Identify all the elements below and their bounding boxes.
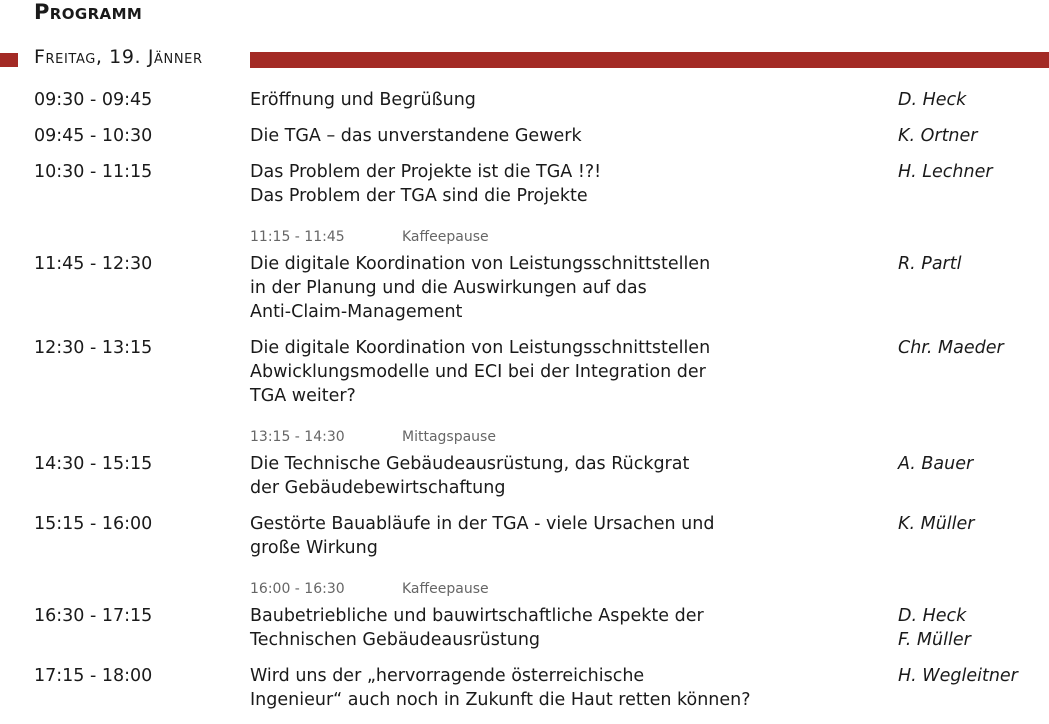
break-time: 13:15 - 14:30 [250, 429, 345, 445]
session-title [250, 604, 860, 652]
speaker-name: F. Müller [898, 630, 971, 650]
session-title [250, 512, 860, 560]
session-title-line: in der Planung und die Auswirkungen auf das [250, 278, 647, 298]
session-title-line: Gestörte Bauabläufe in der TGA - viele Ursachen und [250, 514, 715, 534]
speaker-name: A. Bauer [898, 454, 974, 474]
session-speaker [898, 160, 993, 184]
session-title-line: der Gebäudebewirtschaftung [250, 478, 506, 498]
day-header [0, 46, 1049, 72]
day-header-accent-bar [0, 53, 18, 67]
session-time: 15:15 - 16:00 [34, 514, 153, 534]
session-speaker [898, 452, 973, 476]
speaker-name: H. Wegleitner [898, 666, 1018, 686]
session-title-line: Baubetriebliche und bauwirtschaftliche Aspekte der [250, 606, 704, 626]
session-time: 14:30 - 15:15 [34, 454, 153, 474]
session-title-line: Das Problem der TGA sind die Projekte [250, 186, 588, 206]
session-title [250, 452, 860, 500]
schedule-break [0, 420, 1049, 452]
break-label: Kaffeepause [402, 581, 489, 597]
session-title-line: Wird uns der „hervorragende österreichische [250, 666, 645, 686]
session-time: 17:15 - 18:00 [34, 666, 153, 686]
schedule-row [0, 512, 1049, 572]
schedule-row [0, 664, 1049, 724]
session-speaker [898, 604, 971, 652]
page-title: Programm [34, 0, 143, 24]
schedule-row [0, 336, 1049, 420]
schedule-list [0, 88, 1049, 724]
session-speaker [898, 664, 1018, 688]
speaker-name: D. Heck [898, 606, 967, 626]
schedule-row [0, 88, 1049, 124]
session-speaker [898, 336, 1004, 360]
session-speaker [898, 88, 966, 112]
schedule-break [0, 572, 1049, 604]
session-title-line: Die digitale Koordination von Leistungsschnittstellen [250, 254, 711, 274]
session-title [250, 160, 860, 208]
schedule-row [0, 160, 1049, 220]
session-title [250, 664, 860, 712]
session-title [250, 88, 860, 112]
break-label: Mittagspause [402, 429, 496, 445]
session-title-line: Die digitale Koordination von Leistungsschnittstellen [250, 338, 711, 358]
session-title [250, 336, 860, 408]
speaker-name: R. Partl [898, 254, 962, 274]
session-title [250, 124, 860, 148]
session-speaker [898, 252, 961, 276]
schedule-row [0, 124, 1049, 160]
session-title-line: Anti-Claim-Management [250, 302, 463, 322]
session-title-line: TGA weiter? [250, 386, 356, 406]
speaker-name: H. Lechner [898, 162, 993, 182]
session-time: 09:45 - 10:30 [34, 126, 153, 146]
session-title-line: Die TGA – das unverstandene Gewerk [250, 126, 582, 146]
schedule-break [0, 220, 1049, 252]
session-title-line: Ingenieur“ auch noch in Zukunft die Haut retten können? [250, 690, 751, 710]
speaker-name: K. Ortner [898, 126, 978, 146]
schedule-row [0, 452, 1049, 512]
session-title-line: Eröffnung und Begrüßung [250, 90, 476, 110]
break-time: 16:00 - 16:30 [250, 581, 345, 597]
session-time: 12:30 - 13:15 [34, 338, 153, 358]
session-time: 10:30 - 11:15 [34, 162, 153, 182]
schedule-row [0, 604, 1049, 664]
session-title-line: Die Technische Gebäudeausrüstung, das Rückgrat [250, 454, 690, 474]
speaker-name: D. Heck [898, 90, 967, 110]
session-time: 11:45 - 12:30 [34, 254, 153, 274]
session-speaker [898, 124, 978, 148]
break-label: Kaffeepause [402, 229, 489, 245]
day-label: Freitag, 19. Jänner [34, 46, 203, 68]
session-title-line: Technischen Gebäudeausrüstung [250, 630, 541, 650]
session-title-line: Abwicklungsmodelle und ECI bei der Integration der [250, 362, 706, 382]
schedule-row [0, 252, 1049, 336]
session-title [250, 252, 860, 324]
speaker-name: K. Müller [898, 514, 975, 534]
session-title-line: Das Problem der Projekte ist die TGA !?! [250, 162, 602, 182]
speaker-name: Chr. Maeder [898, 338, 1004, 358]
day-header-rule [250, 52, 1049, 68]
break-time: 11:15 - 11:45 [250, 229, 345, 245]
session-time: 16:30 - 17:15 [34, 606, 153, 626]
session-speaker [898, 512, 974, 536]
session-title-line: große Wirkung [250, 538, 378, 558]
session-time: 09:30 - 09:45 [34, 90, 153, 110]
